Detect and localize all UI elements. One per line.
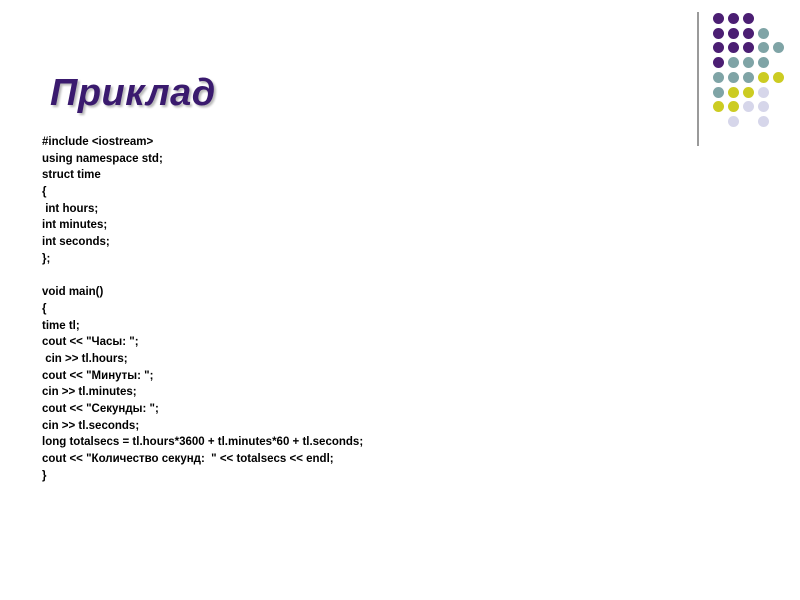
decorative-dot bbox=[743, 13, 754, 24]
code-line: #include <iostream> bbox=[42, 136, 154, 148]
decorative-dot bbox=[713, 57, 724, 68]
slide-title: Приклад bbox=[50, 72, 216, 114]
code-line: { bbox=[42, 302, 47, 315]
code-line bbox=[42, 268, 363, 285]
code-line: } bbox=[42, 469, 47, 482]
decorative-dot bbox=[728, 13, 739, 24]
decorative-dot-grid bbox=[0, 0, 800, 150]
decorative-dot bbox=[758, 28, 769, 39]
code-line: int minutes; bbox=[42, 219, 108, 232]
decorative-dot bbox=[728, 28, 739, 39]
decorative-dot bbox=[758, 42, 769, 53]
code-line: time tl; bbox=[42, 319, 80, 332]
decorative-dot bbox=[743, 57, 754, 68]
decorative-dot bbox=[758, 116, 769, 127]
decorative-dot bbox=[758, 101, 769, 112]
decorative-dot bbox=[773, 72, 784, 83]
code-line: cout << "Секунды: "; bbox=[42, 403, 159, 415]
decorative-dot bbox=[758, 87, 769, 98]
decorative-dot bbox=[743, 87, 754, 98]
code-line: struct time bbox=[42, 169, 101, 182]
code-line: int seconds; bbox=[42, 236, 110, 249]
decorative-dot bbox=[728, 87, 739, 98]
code-line: }; bbox=[42, 252, 51, 265]
decorative-dot bbox=[728, 42, 739, 53]
decorative-dot bbox=[728, 101, 739, 112]
decorative-dot bbox=[743, 28, 754, 39]
code-line: { bbox=[42, 186, 47, 199]
decorative-dot bbox=[758, 72, 769, 83]
decorative-dot bbox=[713, 101, 724, 112]
decorative-dot bbox=[743, 101, 754, 112]
code-line: cout << "Количество секунд: " << totalsecs << endl; bbox=[42, 453, 334, 466]
code-block bbox=[42, 134, 363, 484]
code-line: cin >> tl.seconds; bbox=[42, 419, 140, 432]
code-line: cin >> tl.hours; bbox=[42, 352, 128, 365]
decorative-dot bbox=[713, 28, 724, 39]
code-line: void main() bbox=[42, 286, 104, 299]
decorative-dot bbox=[728, 72, 739, 83]
decorative-dot bbox=[713, 42, 724, 53]
code-line: cin >> tl.minutes; bbox=[42, 386, 137, 399]
code-line: cout << "Минуты: "; bbox=[42, 369, 154, 382]
code-line: int hours; bbox=[42, 202, 99, 215]
code-line: long totalsecs = tl.hours*3600 + tl.minutes*60 + tl.seconds; bbox=[42, 436, 364, 449]
decorative-dot bbox=[713, 13, 724, 24]
decorative-dot bbox=[743, 42, 754, 53]
decorative-dot bbox=[713, 87, 724, 98]
decorative-dot bbox=[728, 57, 739, 68]
decorative-dot bbox=[728, 116, 739, 127]
code-line: using namespace std; bbox=[42, 152, 163, 165]
decorative-dot bbox=[758, 57, 769, 68]
code-line: cout << "Часы: "; bbox=[42, 336, 139, 349]
decorative-dot bbox=[773, 42, 784, 53]
decorative-dot bbox=[713, 72, 724, 83]
decorative-dot bbox=[743, 72, 754, 83]
